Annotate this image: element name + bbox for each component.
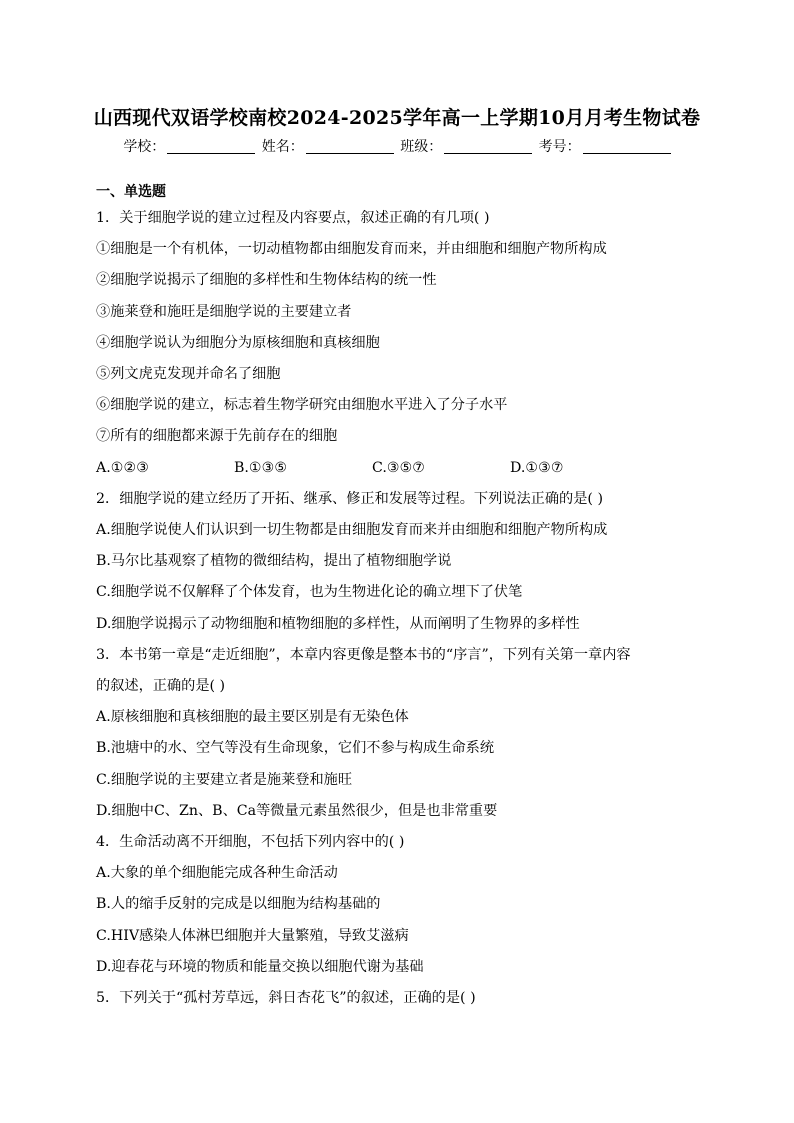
school-field xyxy=(123,136,255,156)
question-5-stem: 5．下列关于“孤村芳草远，斜日杏花飞”的叙述，正确的是( ) xyxy=(96,990,476,1007)
questions xyxy=(96,203,700,1014)
exam-number-blank xyxy=(583,153,671,154)
exam-number-field xyxy=(539,136,671,156)
question-2-stem: 2．细胞学说的建立经历了开拓、继承、修正和发展等过程。下列说法正确的是( ) xyxy=(96,490,603,507)
school-label: 学校： xyxy=(123,139,166,155)
q3-option-c: C.细胞学说的主要建立者是施莱登和施旺 xyxy=(96,771,353,788)
class-field xyxy=(400,136,532,156)
q1-statement: ⑦所有的细胞都来源于先前存在的细胞 xyxy=(96,428,338,445)
q1-statement: ④细胞学说认为细胞分为原核细胞和真核细胞 xyxy=(96,334,380,351)
q1-statement: ②细胞学说揭示了细胞的多样性和生物体结构的统一性 xyxy=(96,272,437,289)
q1-option-d: D.①③⑦ xyxy=(510,459,564,476)
exam-title: 山西现代双语学校南校2024-2025学年高一上学期10月月考生物试卷 xyxy=(93,107,701,129)
q3-option-b: B.池塘中的水、空气等没有生命现象，它们不参与构成生命系统 xyxy=(96,740,495,757)
q2-option-d: D.细胞学说揭示了动物细胞和植物细胞的多样性，从而阐明了生物界的多样性 xyxy=(96,615,580,632)
q4-option-a: A.大象的单个细胞能完成各种生命活动 xyxy=(96,865,338,882)
class-blank xyxy=(444,153,532,154)
class-label: 班级： xyxy=(400,139,443,155)
name-field xyxy=(262,136,394,156)
question-3-stem-continued: 的叙述，正确的是( ) xyxy=(96,678,226,695)
q3-option-a: A.原核细胞和真核细胞的最主要区别是有无染色体 xyxy=(96,709,409,726)
q1-statement: ③施莱登和施旺是细胞学说的主要建立者 xyxy=(96,303,352,320)
q2-option-c: C.细胞学说不仅解释了个体发育，也为生物进化论的确立埋下了伏笔 xyxy=(96,584,523,601)
q1-option-b: B.①③⑤ xyxy=(234,459,288,476)
section-heading: 一、单选题 xyxy=(96,184,166,200)
school-blank xyxy=(167,153,255,154)
question-3-stem: 3．本书第一章是“走近细胞”，本章内容更像是整本书的“序言”，下列有关第一章内容 xyxy=(96,646,631,663)
q3-option-d: D.细胞中C、Zn、B、Ca等微量元素虽然很少，但是也非常重要 xyxy=(96,802,498,819)
q1-statement: ⑥细胞学说的建立，标志着生物学研究由细胞水平进入了分子水平 xyxy=(96,397,508,414)
exam-number-label: 考号： xyxy=(538,139,581,155)
q1-statement: ①细胞是一个有机体，一切动植物都由细胞发育而来，并由细胞和细胞产物所构成 xyxy=(96,241,607,258)
question-1-stem: 1．关于细胞学说的建立过程及内容要点，叙述正确的有几项( ) xyxy=(96,210,490,226)
q2-option-a: A.细胞学说使人们认识到一切生物都是由细胞发育而来并由细胞和细胞产物所构成 xyxy=(96,522,608,539)
name-label: 姓名： xyxy=(261,139,304,155)
student-info-row xyxy=(0,136,794,156)
q1-option-a: A.①②③ xyxy=(96,459,149,476)
q4-option-d: D.迎春花与环境的物质和能量交换以细胞代谢为基础 xyxy=(96,958,424,975)
q4-option-c: C.HIV感染人体淋巴细胞并大量繁殖，导致艾滋病 xyxy=(96,927,409,944)
q1-options xyxy=(96,453,700,484)
name-blank xyxy=(306,153,394,154)
question-4-stem: 4．生命活动离不开细胞，不包括下列内容中的( ) xyxy=(96,834,405,851)
q1-statement: ⑤列文虎克发现并命名了细胞 xyxy=(96,366,281,383)
q2-option-b: B.马尔比基观察了植物的微细结构，提出了植物细胞学说 xyxy=(96,553,452,570)
q4-option-b: B.人的缩手反射的完成是以细胞为结构基础的 xyxy=(96,896,381,913)
q1-option-c: C.③⑤⑦ xyxy=(372,459,426,476)
